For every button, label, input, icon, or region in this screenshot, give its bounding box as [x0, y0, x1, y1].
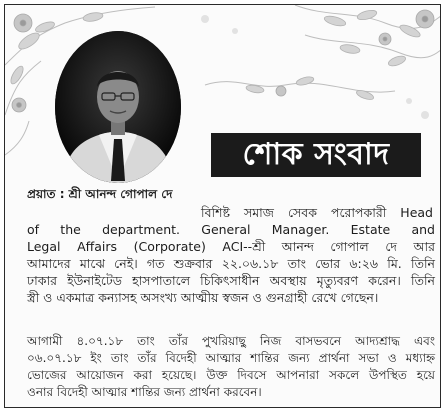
text-line: আমাদের মাঝে নেই। গত শুক্রবার ২২.০৬.১৮ তাং ভোর ৬:২৬ মি. তিনি [27, 256, 435, 271]
paragraph-1 [27, 221, 435, 306]
text-line: ওনার বিদেহী আত্মার শান্তির জন্য প্রার্থনা করবেন। [27, 385, 262, 399]
paragraph-1-first-line [201, 204, 433, 221]
condolence-notice [4, 4, 441, 408]
text-line: Legal Affairs (Corporate) ACI--শ্রী আনন্দ গোপাল দে আর [27, 239, 435, 254]
notice-title-text: শোক সংবাদ [242, 136, 390, 172]
text-line: ০৬.০৭.১৮ ইং তাং তাঁর বিদেহী আত্মার শান্তির জন্য প্রার্থনা সভা ও মধ্যাহ্ন [27, 351, 435, 365]
text-line: ঢাকার ইউনাইটেড হাসপাতালে চিকিৎসাধীন অবস্থায় মৃত্যুবরণ করেন। তিনি [27, 273, 435, 288]
text-line: ভোজের আয়োজন করা হয়েছে। উক্ত দিবসে আপনারা সকলে উপস্থিত হয়ে [27, 368, 435, 382]
text-line: of the department. General Manager. Estate and [27, 222, 435, 237]
paragraph-2 [27, 333, 435, 401]
portrait-photo [55, 31, 181, 183]
text-line: বিশিষ্ট সমাজ সেবক পরোপকারী Head [201, 205, 433, 220]
text-line: আগামী ৪.০৭.১৮ তাং তাঁর পুখরিয়াছু নিজ বাসভবনে আদ্যশ্রাদ্ধ এবং [27, 334, 435, 348]
portrait-photo-icon [55, 31, 181, 183]
notice-title [211, 133, 421, 177]
deceased-name: প্রয়াত : শ্রী আনন্দ গোপাল দে [27, 187, 173, 201]
text-line: স্ত্রী ও একমাত্র কন্যাসহ অসংখ্য আত্মীয় স্বজন ও গুনগ্রাহী রেখে গেছেন। [27, 290, 379, 305]
